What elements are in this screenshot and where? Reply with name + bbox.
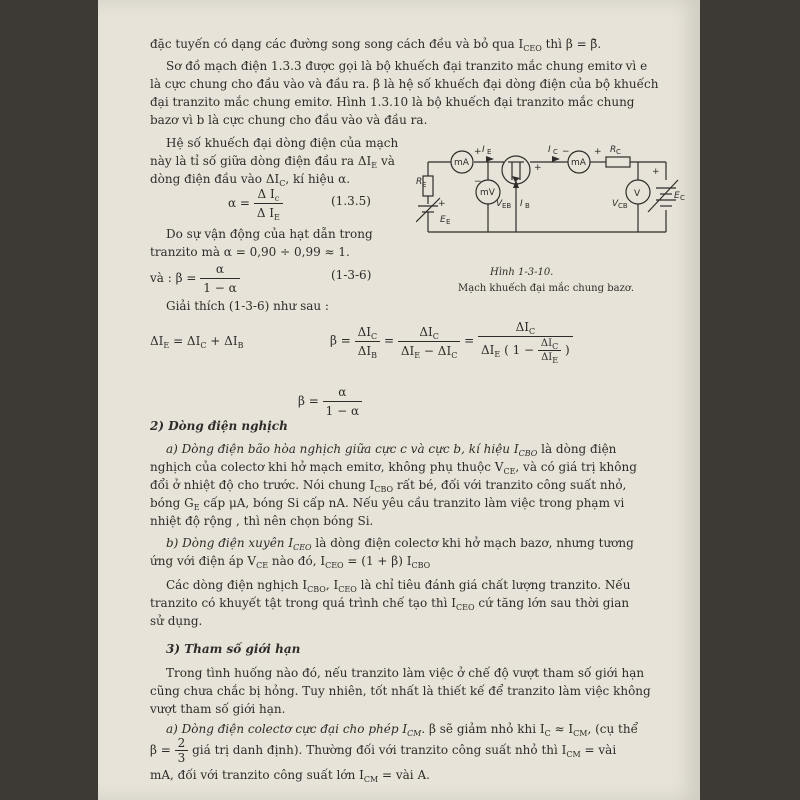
svg-text:−: −: [562, 147, 570, 157]
text-line: dòng điện đầu vào $\Delta I_C$, kí hiệu α.: [150, 172, 351, 188]
text-line: Do sự vận động của hạt dẫn trong: [166, 227, 373, 241]
svg-text:V: V: [496, 199, 503, 209]
svg-text:C: C: [616, 148, 621, 156]
svg-text:I: I: [520, 199, 523, 209]
text-line: tranzito có khuyết tật trong quá trình chế tạo thì $I_{CEO}$ cứ tăng lớn sau thời gian: [150, 596, 630, 612]
svg-text:C: C: [680, 194, 685, 202]
text-line: nhiệt độ rộng , thì nên chọn bóng Si.: [150, 514, 374, 528]
text-line: cũng chưa chắc bị hỏng. Tuy nhiên, tốt nhất là thiết kế để tranzito làm việc không: [150, 684, 651, 698]
svg-text:+: +: [594, 147, 602, 157]
section-heading: 2) Dòng điện nghịch: [150, 419, 288, 433]
equation-alpha: α = $\frac{\Delta I_c}{\Delta I_E}$: [228, 185, 283, 222]
text-line: tranzito mà α = 0,90 ÷ 0,99 ≈ 1.: [150, 245, 350, 259]
svg-text:EB: EB: [502, 202, 512, 210]
text-line: đặc tuyến có dạng các đường song song cách đều và bỏ qua $I_{CEO}$ thì β = β̄.: [150, 37, 602, 53]
equation-current-sum: $\Delta I_E = \Delta I_C + \Delta I_B$: [150, 334, 244, 350]
text-line: Giải thích (1-3-6) như sau :: [166, 299, 329, 313]
svg-text:E: E: [674, 191, 680, 201]
svg-text:E: E: [487, 148, 492, 156]
text-line: a) Dòng điện colectơ cực đại cho phép $I_{CM}$. β sẽ giảm nhỏ khi $I_C \approx I_{CM}$, (cụ thể: [166, 722, 638, 738]
text-line: này là tỉ số giữa dòng điện đầu ra $\Delta I_E$ và: [150, 154, 395, 170]
equation-beta: và : β = $\frac{\alpha}{1 - \alpha}$: [150, 260, 240, 297]
svg-text:R: R: [610, 145, 617, 155]
figure-number: Hình 1-3-10.: [490, 267, 554, 278]
text-line: là cực chung cho đầu vào và đầu ra. β là hệ số khuếch đại dòng điện của bộ khuếch: [150, 77, 659, 91]
svg-text:+: +: [474, 147, 482, 157]
svg-text:R: R: [416, 177, 423, 187]
svg-text:mA: mA: [571, 158, 586, 168]
text-line: bazơ vì b là cực chung cho đầu vào và đầu ra.: [150, 113, 428, 127]
text-line: Sơ đồ mạch điện 1.3.3 được gọi là bộ khuếch đại tranzito mắc chung emitơ vì e: [166, 59, 648, 73]
text-line: vượt tham số giới hạn.: [150, 702, 286, 716]
text-line: Hệ số khuếch đại dòng điện của mạch: [166, 136, 399, 150]
svg-text:B: B: [525, 202, 530, 210]
svg-text:−: −: [474, 177, 482, 187]
svg-text:V: V: [634, 189, 641, 199]
text-line: mA, đối với tranzito công suất lớn $I_{CM}$ = vài A.: [150, 768, 430, 784]
common-base-amplifier-circuit: [416, 140, 686, 255]
svg-text:E: E: [446, 218, 451, 226]
text-line: bóng $G_E$ cấp μA, bóng Si cấp nA. Nếu yêu cầu tranzito làm việc trong phạm vi: [150, 496, 625, 512]
equation-beta-derivation: β = $\frac{\Delta I_C}{\Delta I_B}$ = $\frac{\Delta I_C}{\Delta I_E - \Delta I_C}$ = $\Delta I_C$ $\Delta I_E$ ( 1 − $\frac{\Delta I_C}{\Delta I_E}$ ): [330, 318, 573, 364]
svg-text:E: E: [422, 181, 427, 189]
figure-caption: Mạch khuếch đại mắc chung bazơ.: [458, 283, 635, 294]
svg-text:mA: mA: [454, 158, 469, 168]
text-line: sử dụng.: [150, 614, 203, 628]
text-line: a) Dòng điện bão hòa nghịch giữa cực c và cực b, kí hiệu $I_{CBO}$ là dòng điện: [166, 442, 617, 458]
text-line: đổi ở nhiệt độ cho trước. Nói chung $I_{CBO}$ rất bé, đối với tranzito công suất nhỏ,: [150, 478, 627, 494]
text-line: ứng với điện áp $V_{CE}$ nào đó, $I_{CEO} = (1 + \beta)$ $I_{CBO}$: [150, 554, 431, 570]
svg-text:+: +: [652, 167, 660, 177]
text-line: đại tranzito mắc chung emitơ. Hình 1.3.10 là bộ khuếch đại tranzito mắc chung: [150, 95, 635, 109]
svg-text:V: V: [612, 199, 619, 209]
svg-text:+: +: [438, 199, 446, 209]
svg-text:CB: CB: [618, 202, 628, 210]
text-line: b) Dòng điện xuyên $I_{CEO}$ là dòng điện colectơ khi hở mạch bazơ, nhưng tương: [166, 536, 634, 552]
text-line: Các dòng điện nghịch $I_{CBO}$, $I_{CEO}$ là chỉ tiêu đánh giá chất lượng tranzito. Nếu: [166, 578, 631, 594]
text-line: Trong tình huống nào đó, nếu tranzito làm việc ở chế độ vượt tham số giới hạn: [166, 666, 645, 680]
text-line: β = $\frac{2}{3}$ giá trị danh định). Thường đối với tranzito công suất nhỏ thì $I_{CM}$ = vài: [150, 736, 617, 765]
svg-text:I: I: [482, 145, 485, 155]
svg-text:mV: mV: [480, 188, 495, 198]
equation-label: (1.3.5): [331, 194, 371, 208]
svg-text:C: C: [553, 148, 558, 156]
svg-text:E: E: [440, 215, 446, 225]
book-page: [98, 0, 700, 800]
equation-label: (1-3-6): [331, 268, 372, 282]
svg-text:I: I: [548, 145, 551, 155]
text-line: nghịch của colectơ khi hở mạch emitơ, không phụ thuộc $V_{CE}$, và có giá trị không: [150, 460, 637, 476]
equation-beta-final: β = $\frac{\alpha}{1 - \alpha}$: [298, 383, 362, 420]
svg-text:+: +: [534, 163, 542, 173]
section-heading: 3) Tham số giới hạn: [166, 642, 301, 656]
